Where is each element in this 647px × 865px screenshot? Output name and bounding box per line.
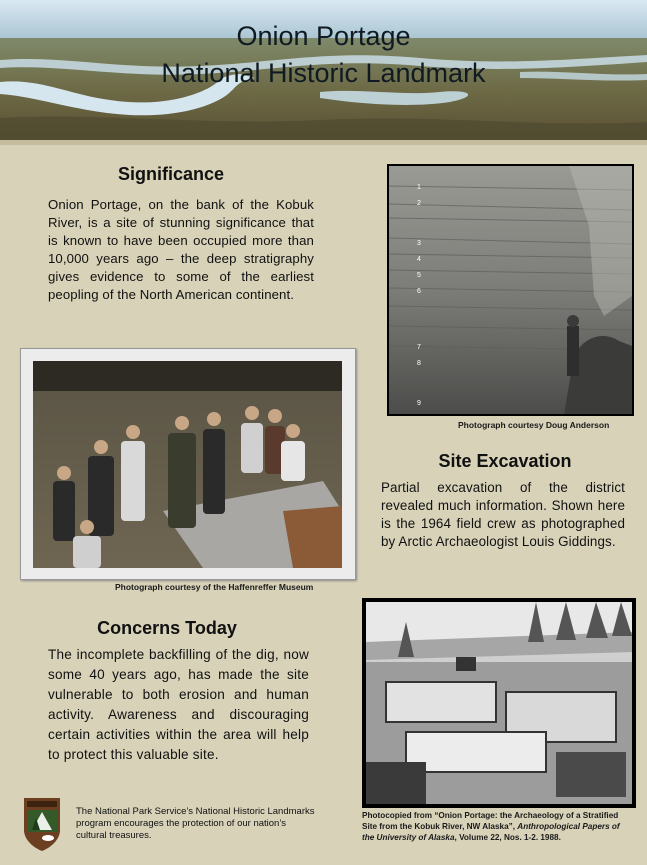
layer-marker: 5 xyxy=(417,272,421,279)
layer-marker: 4 xyxy=(417,256,421,263)
excavation-caption-volume: , Volume 22, Nos. 1-2. 1988. xyxy=(454,833,561,842)
field-crew-image xyxy=(33,361,342,568)
site-excavation-text: Partial excavation of the district revealed much information. Shown here is the 1964 field crew as photographed by Arctic Archaeologist Louis Giddings. xyxy=(381,480,625,549)
significance-heading: Significance xyxy=(117,164,225,184)
footer-text: The National Park Service’s National Historic Landmarks program encourages the protection of our nation’s cultural treasures. xyxy=(76,806,315,841)
layer-marker: 9 xyxy=(417,400,421,407)
crew-caption: Photograph courtesy of the Haffenreffer Museum xyxy=(115,582,314,592)
site-excavation-heading: Site Excavation xyxy=(438,451,572,471)
stratigraphy-caption: Photograph courtesy Doug Anderson xyxy=(458,420,610,430)
excavation-caption-line2: Site from the Kobuk River, NW Alaska”, xyxy=(362,822,518,831)
excavation-image xyxy=(366,602,632,804)
excavation-caption xyxy=(362,810,642,843)
layer-marker: 7 xyxy=(417,344,421,351)
excavation-caption-university: the University of Alaska xyxy=(362,833,455,842)
concerns-heading: Concerns Today xyxy=(97,618,237,638)
page-title-line2: National Historic Landmark xyxy=(161,58,486,88)
layer-marker: 6 xyxy=(417,288,421,295)
excavation-caption-journal: Anthropological Papers of xyxy=(517,822,620,831)
layer-marker: 1 xyxy=(417,184,421,191)
page-title-line1: Onion Portage xyxy=(236,21,411,51)
significance-text: Onion Portage, on the bank of the Kobuk River, is a site of stunning significance that is known to have been occupied more than 10,000 years ago – the deep stratigraphy gives evidence to some of the earliest peopling of the North American continent. xyxy=(48,197,314,302)
header-banner xyxy=(0,0,647,140)
layer-marker: 2 xyxy=(417,200,421,207)
banner-divider xyxy=(0,140,647,145)
layer-marker: 3 xyxy=(417,240,421,247)
crew-photo xyxy=(20,348,356,580)
layer-marker: 8 xyxy=(417,360,421,367)
excavation-photo xyxy=(362,598,636,808)
concerns-text: The incomplete backfilling of the dig, now some 40 years ago, has made the site vulnerable to both erosion and human activity. Awareness and discouraging certain activities within the area will help to protect this valuable site. xyxy=(48,647,309,762)
stratigraphy-photo xyxy=(387,164,634,416)
excavation-caption-line1: Photocopied from “Onion Portage: the Archaeology of a Stratified xyxy=(362,811,619,820)
nps-arrowhead-logo xyxy=(22,796,62,852)
